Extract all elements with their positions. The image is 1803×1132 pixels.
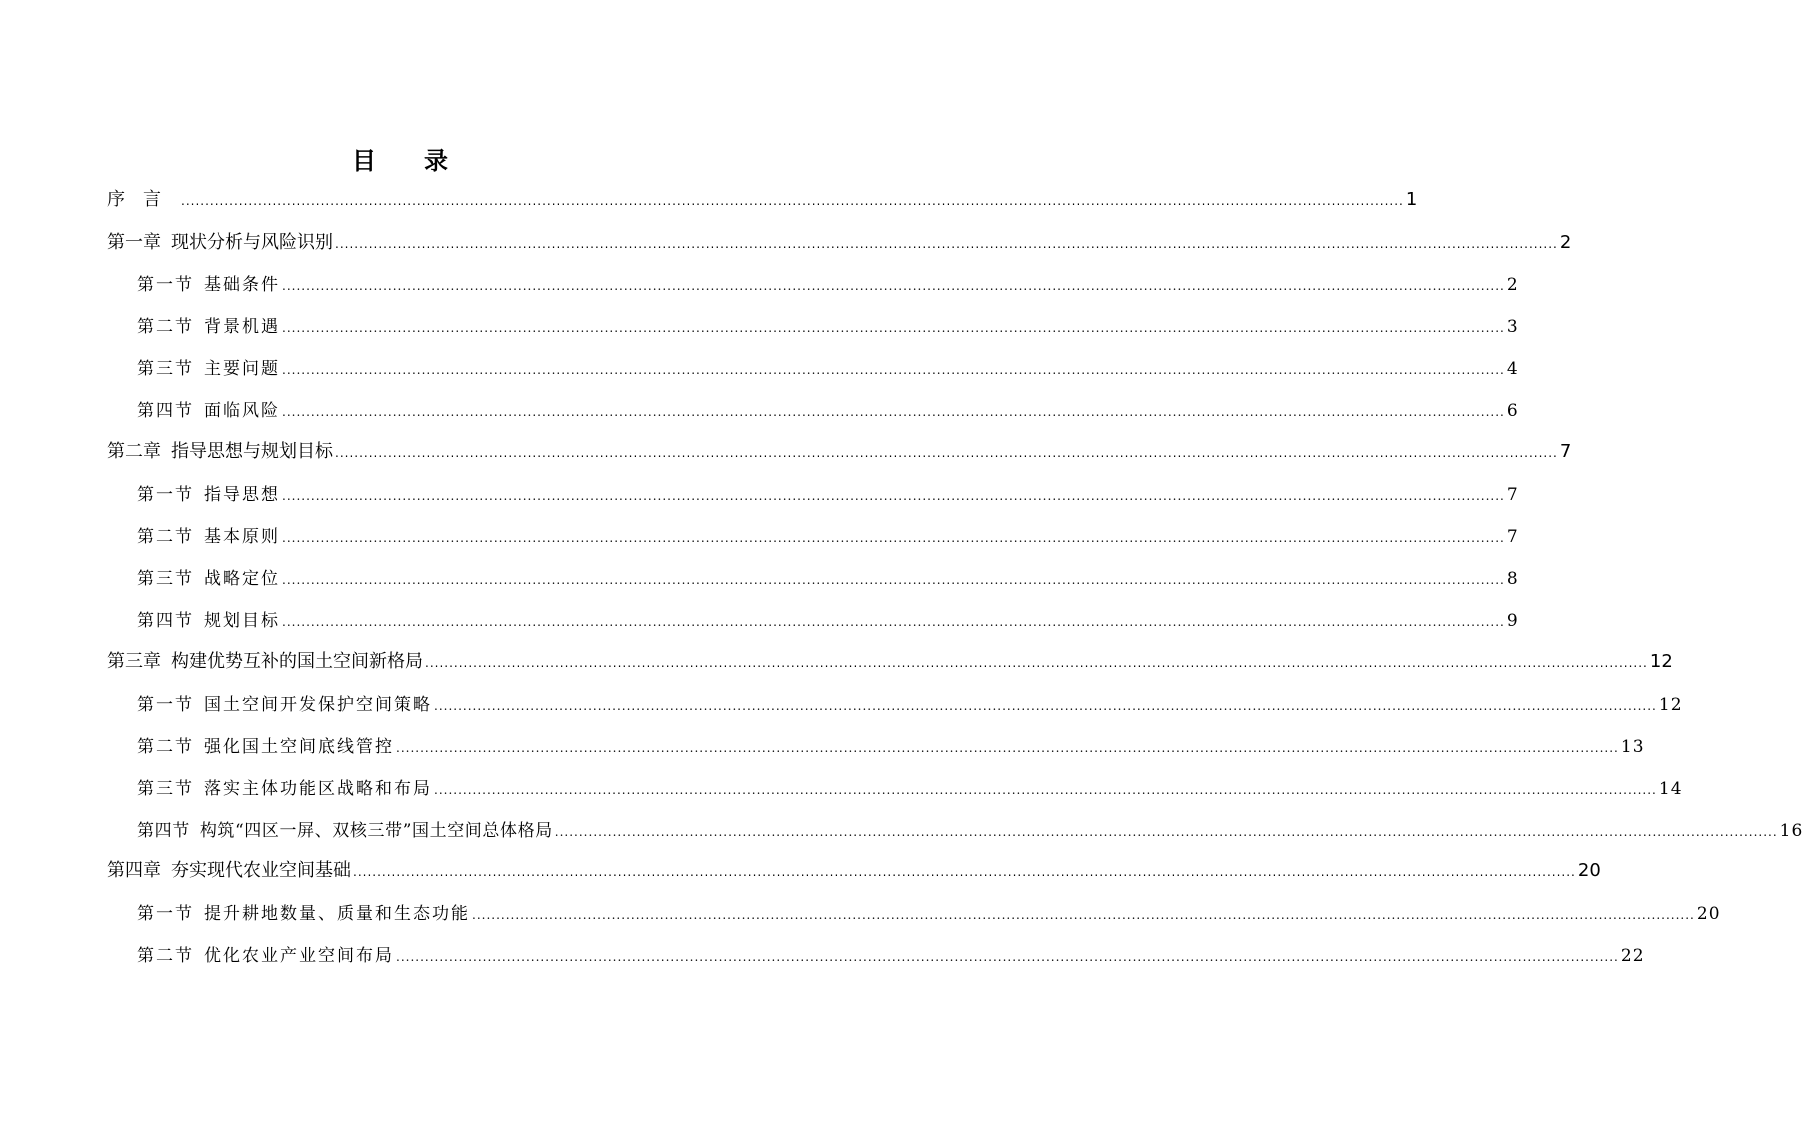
toc-entry-chapter-2[interactable] <box>107 437 1572 467</box>
toc-entry-section[interactable] <box>137 312 1519 342</box>
dot-leader: .............................................................................................................................................................................................................................................................. <box>396 950 1619 964</box>
toc-entry-section[interactable] <box>137 941 1645 971</box>
entry-number: 第三节 <box>137 569 194 589</box>
entry-number: 第二节 <box>137 946 194 966</box>
entry-number: 第一章 <box>107 232 161 253</box>
toc-entry-section[interactable] <box>137 816 1803 846</box>
toc-entry-section[interactable] <box>137 774 1683 804</box>
dot-leader: .............................................................................................................................................................................................................................................................. <box>434 699 1657 713</box>
entry-page-number: 12 <box>1649 651 1673 672</box>
entry-page-number: 9 <box>1506 611 1519 631</box>
dot-leader: .............................................................................................................................................................................................................................................................. <box>472 908 1695 922</box>
entry-label <box>137 522 280 552</box>
entry-title: 面临风险 <box>204 401 280 421</box>
entry-label <box>107 185 179 215</box>
entry-title: 规划目标 <box>204 611 280 631</box>
entry-number: 第三节 <box>137 779 194 799</box>
entry-page-number: 2 <box>1559 232 1572 253</box>
entry-page-number: 8 <box>1506 569 1519 589</box>
entry-title: 构筑“四区一屏、双核三带”国土空间总体格局 <box>199 821 553 841</box>
toc-entry-section[interactable] <box>137 354 1519 384</box>
dot-leader: .............................................................................................................................................................................................................................................................. <box>282 405 1505 419</box>
entry-title: 主要问题 <box>204 359 280 379</box>
entry-number: 第一节 <box>137 485 194 505</box>
toc-entry-section[interactable] <box>137 606 1519 636</box>
dot-leader: .............................................................................................................................................................................................................................................................. <box>396 741 1619 755</box>
entry-label <box>137 606 280 636</box>
entry-label <box>137 941 394 971</box>
entry-page-number: 2 <box>1506 275 1519 295</box>
entry-label <box>107 647 423 677</box>
entry-label <box>137 480 280 510</box>
entry-title: 落实主体功能区战略和布局 <box>204 779 432 799</box>
dot-leader: .............................................................................................................................................................................................................................................................. <box>282 573 1505 587</box>
dot-leader: .............................................................................................................................................................................................................................................................. <box>554 825 1778 839</box>
entry-number: 第一节 <box>137 904 194 924</box>
entry-label <box>137 564 280 594</box>
toc-title: 目录 <box>352 147 496 175</box>
entry-title: 提升耕地数量、质量和生态功能 <box>204 904 470 924</box>
entry-page-number: 20 <box>1696 904 1721 924</box>
entry-title: 优化农业产业空间布局 <box>204 946 394 966</box>
entry-number: 第四章 <box>107 860 161 881</box>
entry-page-number: 7 <box>1506 485 1519 505</box>
entry-title: 基本原则 <box>204 527 280 547</box>
entry-title: 基础条件 <box>204 275 280 295</box>
entry-label <box>137 270 280 300</box>
dot-leader: .............................................................................................................................................................................................................................................................. <box>282 363 1505 377</box>
entry-label <box>137 312 280 342</box>
entry-number: 第四节 <box>137 821 190 841</box>
entry-label <box>137 899 470 929</box>
entry-page-number: 16 <box>1779 821 1803 841</box>
toc-entry-section[interactable] <box>137 899 1721 929</box>
entry-page-number: 22 <box>1620 946 1645 966</box>
entry-label <box>137 354 280 384</box>
entry-label <box>137 690 432 720</box>
entry-label <box>107 228 333 258</box>
dot-leader: .............................................................................................................................................................................................................................................................. <box>353 865 1576 879</box>
entry-page-number: 20 <box>1577 860 1601 881</box>
entry-title: 国土空间开发保护空间策略 <box>204 695 432 715</box>
toc-entry-section[interactable] <box>137 270 1519 300</box>
entry-number: 第二节 <box>137 317 194 337</box>
entry-page-number: 14 <box>1658 779 1683 799</box>
toc-entry-preface[interactable] <box>107 185 1418 215</box>
dot-leader: .............................................................................................................................................................................................................................................................. <box>335 237 1558 251</box>
toc-entry-section[interactable] <box>137 564 1519 594</box>
entry-title: 夯实现代农业空间基础 <box>171 860 351 881</box>
dot-leader: .............................................................................................................................................................................................................................................................. <box>282 279 1505 293</box>
entry-number: 第二节 <box>137 527 194 547</box>
entry-number: 第四节 <box>137 611 194 631</box>
entry-title: 背景机遇 <box>204 317 280 337</box>
entry-label <box>107 856 351 886</box>
entry-number: 序言 <box>107 189 179 210</box>
entry-page-number: 7 <box>1559 441 1572 462</box>
dot-leader: .............................................................................................................................................................................................................................................................. <box>282 489 1505 503</box>
entry-number: 第二章 <box>107 441 161 462</box>
toc-entry-section[interactable] <box>137 732 1645 762</box>
entry-title: 指导思想 <box>204 485 280 505</box>
entry-page-number: 12 <box>1658 695 1683 715</box>
entry-page-number: 4 <box>1506 359 1519 379</box>
dot-leader: .............................................................................................................................................................................................................................................................. <box>181 194 1404 208</box>
entry-title: 构建优势互补的国土空间新格局 <box>171 651 423 672</box>
entry-title: 强化国土空间底线管控 <box>204 737 394 757</box>
dot-leader: .............................................................................................................................................................................................................................................................. <box>335 446 1558 460</box>
entry-number: 第一节 <box>137 695 194 715</box>
toc-entry-section[interactable] <box>137 522 1519 552</box>
entry-label <box>137 732 394 762</box>
toc-entry-chapter-4[interactable] <box>107 856 1601 886</box>
entry-title: 战略定位 <box>204 569 280 589</box>
entry-number: 第一节 <box>137 275 194 295</box>
dot-leader: .............................................................................................................................................................................................................................................................. <box>425 656 1648 670</box>
dot-leader: .............................................................................................................................................................................................................................................................. <box>434 783 1657 797</box>
entry-page-number: 6 <box>1506 401 1519 421</box>
dot-leader: .............................................................................................................................................................................................................................................................. <box>282 321 1505 335</box>
entry-title: 现状分析与风险识别 <box>171 232 333 253</box>
entry-page-number: 3 <box>1506 317 1519 337</box>
entry-number: 第三章 <box>107 651 161 672</box>
entry-number: 第四节 <box>137 401 194 421</box>
entry-label <box>137 396 280 426</box>
entry-number: 第三节 <box>137 359 194 379</box>
toc-entry-section[interactable] <box>137 690 1683 720</box>
entry-label <box>137 816 553 846</box>
entry-label <box>137 774 432 804</box>
toc-entry-section[interactable] <box>137 480 1519 510</box>
entry-title: 指导思想与规划目标 <box>171 441 333 462</box>
toc-entry-chapter-3[interactable] <box>107 647 1673 677</box>
toc-entry-section[interactable] <box>137 396 1519 426</box>
entry-page-number: 7 <box>1506 527 1519 547</box>
dot-leader: .............................................................................................................................................................................................................................................................. <box>282 531 1505 545</box>
entry-label <box>107 437 333 467</box>
dot-leader: .............................................................................................................................................................................................................................................................. <box>282 615 1505 629</box>
toc-entry-chapter-1[interactable] <box>107 228 1572 258</box>
entry-page-number: 1 <box>1405 189 1418 210</box>
entry-page-number: 13 <box>1620 737 1645 757</box>
entry-number: 第二节 <box>137 737 194 757</box>
